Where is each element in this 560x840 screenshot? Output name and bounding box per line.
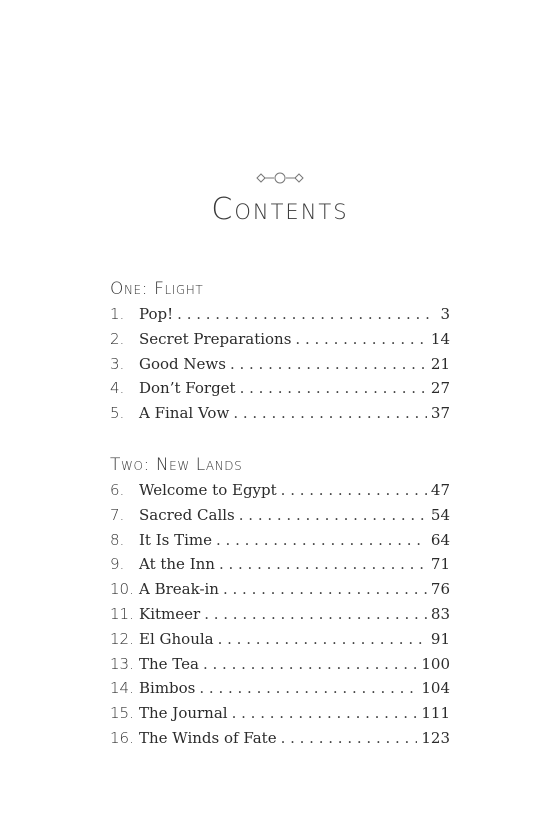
chapter-number: 14.: [110, 679, 134, 698]
page-title: Contents: [211, 192, 349, 227]
part-entries: [110, 302, 450, 426]
dot-leader: [204, 602, 427, 627]
toc-entry[interactable]: [110, 652, 450, 677]
chapter-number: 16.: [110, 728, 134, 747]
toc-entry[interactable]: [110, 376, 450, 401]
dot-leader: [295, 327, 426, 352]
chapter-title: A Break-in: [139, 580, 219, 599]
chapter-number: 13.: [110, 654, 134, 673]
page-number: 21: [430, 354, 450, 373]
table-of-contents: [110, 276, 450, 751]
chapter-number: 11.: [110, 604, 134, 623]
page-number: 71: [430, 555, 450, 574]
chapter-number: 15.: [110, 704, 134, 723]
toc-entry[interactable]: [110, 352, 450, 377]
page-number: 64: [430, 530, 450, 549]
chapter-number: 2.: [110, 329, 125, 348]
page-number: 123: [421, 728, 450, 747]
part-entries: [110, 478, 450, 751]
toc-entry[interactable]: [110, 478, 450, 503]
chapter-title: The Journal: [139, 704, 228, 723]
chapter-title: Welcome to Egypt: [139, 480, 277, 499]
dot-leader: [240, 376, 427, 401]
toc-entry[interactable]: [110, 676, 450, 701]
page-number: 104: [421, 679, 450, 698]
page-number: 14: [430, 329, 450, 348]
toc-entry[interactable]: [110, 726, 450, 751]
dot-leader: [216, 528, 427, 553]
dot-leader: [232, 701, 418, 726]
page-number: 27: [430, 379, 450, 398]
chapter-title: At the Inn: [139, 555, 215, 574]
chapter-number: 5.: [110, 404, 125, 423]
part-heading: One: Flight: [110, 279, 204, 299]
page-number: 111: [421, 704, 450, 723]
dot-leader: [223, 577, 427, 602]
chapter-title: Bimbos: [139, 679, 196, 698]
chapter-title: The Winds of Fate: [139, 728, 277, 747]
toc-entry[interactable]: [110, 302, 450, 327]
page-number: 3: [440, 305, 450, 323]
chapter-number: 4.: [110, 379, 125, 398]
dot-leader: [199, 676, 417, 701]
dot-leader: [230, 352, 427, 377]
toc-entry[interactable]: [110, 627, 450, 652]
toc-entry[interactable]: [110, 577, 450, 602]
chapter-number: 6.: [110, 480, 125, 499]
chapter-number: 10.: [110, 580, 134, 599]
part-heading: Two: New Lands: [110, 454, 243, 475]
dot-leader: [281, 726, 418, 751]
ornament-icon: [0, 168, 560, 188]
dot-leader: [219, 552, 427, 577]
toc-entry[interactable]: [110, 401, 450, 426]
chapter-title: Pop!: [139, 305, 174, 323]
page-number: 76: [430, 580, 450, 599]
dot-leader: [233, 401, 427, 426]
chapter-title: The Tea: [139, 654, 199, 673]
page-number: 54: [430, 505, 450, 524]
dot-leader: [218, 627, 427, 652]
dot-leader: [239, 503, 427, 528]
chapter-number: 1.: [110, 305, 125, 323]
chapter-title: A Final Vow: [139, 404, 230, 423]
chapter-number: 12.: [110, 629, 134, 648]
chapter-title: Good News: [139, 354, 226, 373]
dot-leader: [281, 478, 427, 503]
toc-entry[interactable]: [110, 528, 450, 553]
chapter-title: El Ghoula: [139, 629, 214, 648]
toc-entry[interactable]: [110, 602, 450, 627]
chapter-title: Don’t Forget: [139, 379, 236, 398]
chapter-number: 7.: [110, 505, 125, 524]
page-number: 100: [421, 654, 450, 673]
dot-leader: [177, 302, 436, 327]
chapter-title: Secret Preparations: [139, 329, 292, 348]
toc-entry[interactable]: [110, 503, 450, 528]
chapter-title: Sacred Calls: [139, 505, 235, 524]
page-number: 83: [430, 604, 450, 623]
page-number: 37: [430, 404, 450, 423]
chapter-title: It Is Time: [139, 530, 213, 549]
chapter-number: 8.: [110, 530, 125, 549]
toc-entry[interactable]: [110, 327, 450, 352]
toc-entry[interactable]: [110, 701, 450, 726]
chapter-number: 3.: [110, 354, 125, 373]
chapter-title: Kitmeer: [139, 604, 201, 623]
dot-leader: [203, 652, 417, 677]
toc-entry[interactable]: [110, 552, 450, 577]
page-number: 91: [430, 629, 450, 648]
page-number: 47: [430, 480, 450, 499]
chapter-number: 9.: [110, 555, 125, 574]
